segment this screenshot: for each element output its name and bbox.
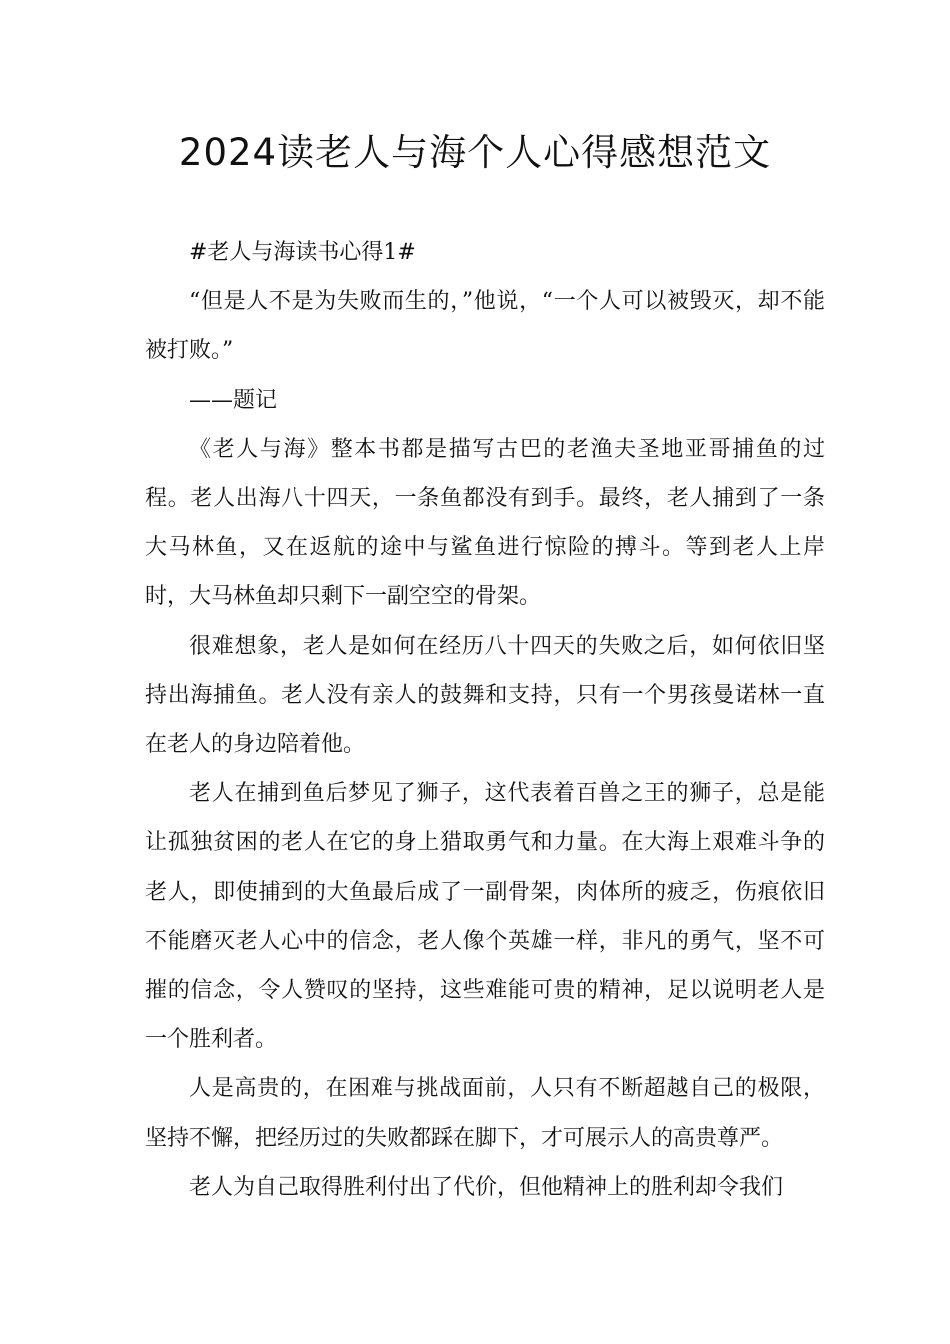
epigraph-attribution: ——题记 <box>189 387 278 413</box>
body-paragraph: 老人在捕到鱼后梦见了狮子，这代表着百兽之王的狮子，总是能让孤独贫困的老人在它的身上猎取勇气和力量。在大海上艰难斗争的老人，即使捕到的大鱼最后成了一副骨架，肉体所的疲乏，伤痕依旧不能磨灭老人心中的信念，老人像个英雄一样，非凡的勇气，坚不可摧的信念，令人赞叹的坚持，这些难能可贵的精神，足以说明老人是一个胜利者。 <box>145 781 825 1053</box>
epigraph-quote: “但是人不是为失败而生的，”他说，“一个人可以被毁灭，却不能被打败。” <box>145 289 825 364</box>
body-paragraph: 《老人与海》整本书都是描写古巴的老渔夫圣地亚哥捕鱼的过程。老人出海八十四天，一条鱼都没有到手。最终，老人捕到了一条大马林鱼，又在返航的途中与鲨鱼进行惊险的搏斗。等到老人上岸时，大马林鱼却只剩下一副空空的骨架。 <box>145 436 825 610</box>
section-heading: #老人与海读书心得1# <box>189 240 416 265</box>
body-paragraph: 人是高贵的，在困难与挑战面前，人只有不断超越自己的极限，坚持不懈，把经历过的失败都踩在脚下，才可展示人的高贵尊严。 <box>145 1076 825 1151</box>
document-title: 2024读老人与海个人心得感想范文 <box>178 131 772 174</box>
body-paragraph: 老人为自己取得胜利付出了代价，但他精神上的胜利却令我们 <box>189 1174 784 1200</box>
body-paragraph: 很难想象，老人是如何在经历八十四天的失败之后，如何依旧坚持出海捕鱼。老人没有亲人的鼓舞和支持，只有一个男孩曼诺林一直在老人的身边陪着他。 <box>145 633 825 758</box>
document-body <box>145 228 825 1212</box>
